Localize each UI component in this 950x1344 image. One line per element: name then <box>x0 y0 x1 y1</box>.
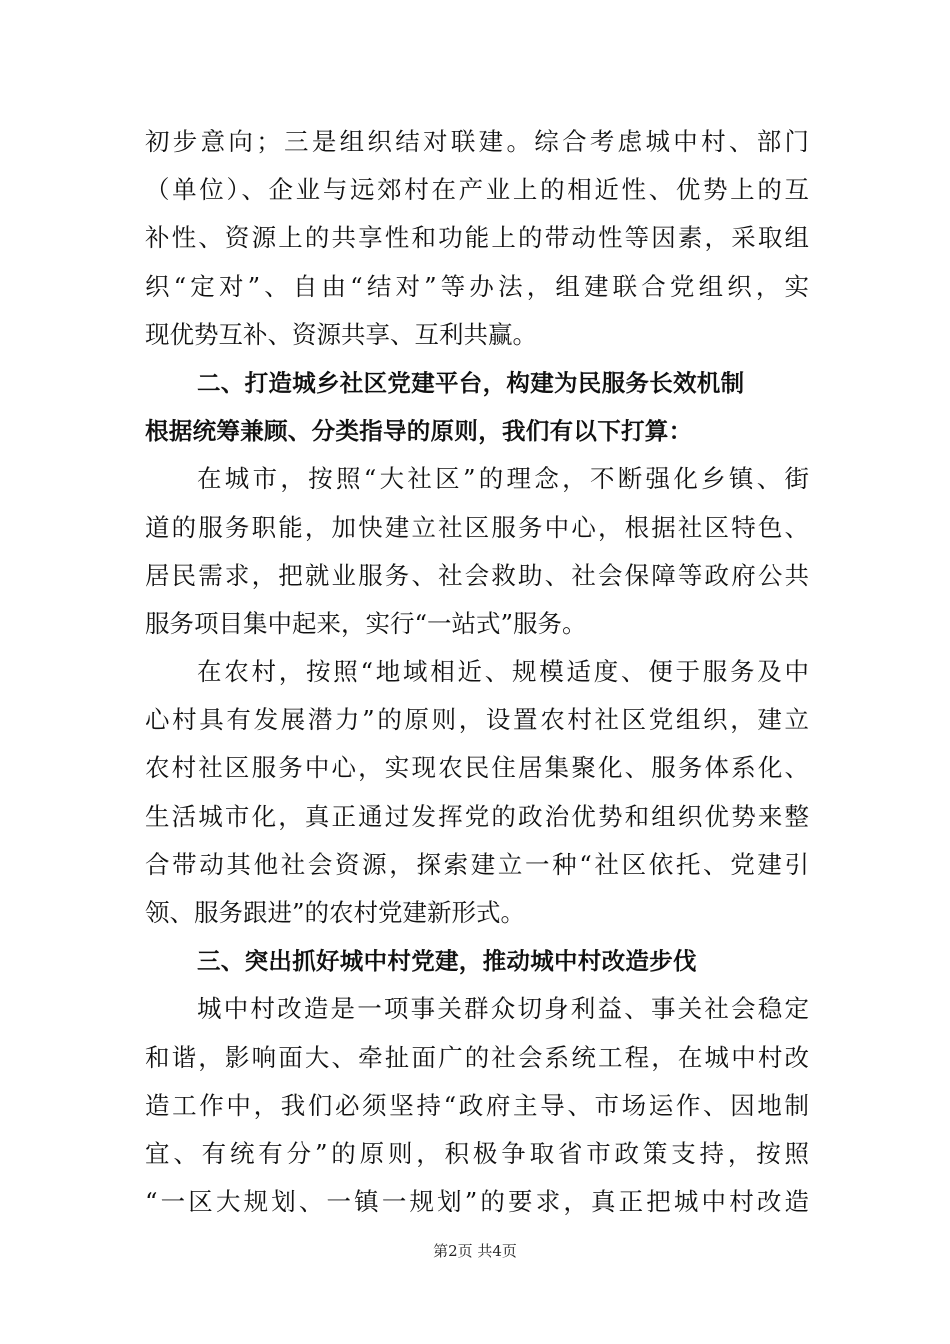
paragraph-line: 和谐，影响面大、牵扯面广的社会系统工程，在城中村改 <box>145 1042 809 1072</box>
paragraph-line: 居民需求，把就业服务、社会救助、社会保障等政府公共 <box>145 560 809 590</box>
paragraph-line: 心村具有发展潜力”的原则，设置农村社区党组织，建立 <box>145 705 809 735</box>
paragraph-line: 补性、资源上的共享性和功能上的带动性等因素，采取组 <box>145 223 809 253</box>
paragraph-line: 生活城市化，真正通过发挥党的政治优势和组织优势来整 <box>145 801 809 831</box>
document-body <box>145 118 809 1226</box>
section-heading-line: 三、突出抓好城中村党建，推动城中村改造步伐 <box>197 947 697 976</box>
paragraph-line: 城中村改造是一项事关群众切身利益、事关社会稳定 <box>197 994 809 1024</box>
section-heading-line: 根据统筹兼顾、分类指导的原则，我们有以下打算： <box>145 417 693 446</box>
paragraph-line: 领、服务跟进”的农村党建新形式。 <box>145 898 526 927</box>
paragraph-line: 织“定对”、自由“结对”等办法，组建联合党组织，实 <box>145 271 809 301</box>
section-heading-line: 二、打造城乡社区党建平台，构建为民服务长效机制 <box>197 368 745 397</box>
paragraph-line: 合带动其他社会资源，探索建立一种“社区依托、党建引 <box>145 849 809 879</box>
paragraph-line: （单位）、企业与远郊村在产业上的相近性、优势上的互 <box>145 175 809 205</box>
paragraph-line: “一区大规划、一镇一规划”的要求，真正把城中村改造 <box>145 1187 809 1217</box>
paragraph-line: 在城市，按照“大社区”的理念，不断强化乡镇、街 <box>197 464 809 494</box>
paragraph-line: 初步意向；三是组织结对联建。综合考虑城中村、部门 <box>145 127 809 156</box>
paragraph-line: 服务项目集中起来，实行“一站式”服务。 <box>145 608 587 638</box>
paragraph-line: 在农村，按照“地域相近、规模适度、便于服务及中 <box>197 657 809 687</box>
paragraph-line: 农村社区服务中心，实现农民住居集聚化、服务体系化、 <box>145 753 809 783</box>
page-footer: 第2页 共4页 <box>433 1242 517 1260</box>
paragraph-line: 道的服务职能，加快建立社区服务中心，根据社区特色、 <box>145 512 809 542</box>
paragraph-line: 造工作中，我们必须坚持“政府主导、市场运作、因地制 <box>145 1090 809 1120</box>
paragraph-line: 宜、有统有分”的原则，积极争取省市政策支持，按照 <box>145 1138 809 1168</box>
paragraph-line: 现优势互补、资源共享、互利共赢。 <box>145 319 537 349</box>
